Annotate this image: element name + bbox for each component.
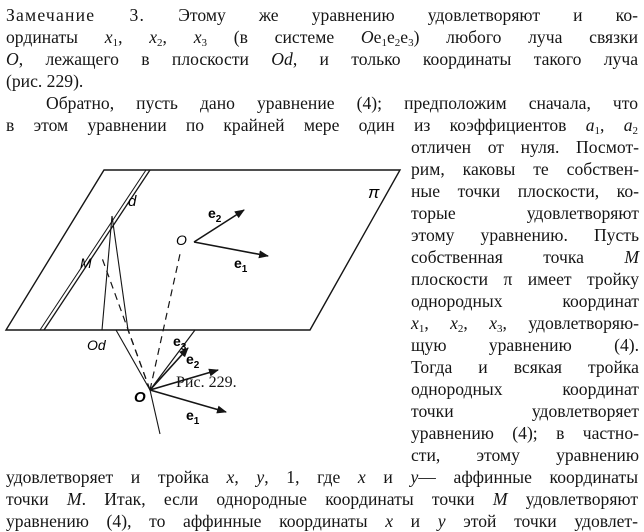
column-line-8: однородных координат [411,291,639,311]
column-line-2: рим, каковы те собствен- [411,159,639,179]
column-line-13: точки удовлетворяет [411,401,639,421]
label-e3: $e_3$ [173,333,187,353]
plane-pi [6,170,400,330]
column-line-1: отличен от нуля. Посмот- [411,137,639,157]
remark-line-2: ординаты $x_1$, $x_2$, $x_3$ (в системе $Oe_1e_2e_3$) любого луча связки [6,27,639,49]
bottom-line-2: точки M. Итак, если однородные координаты точки M удовлетворяют [6,489,639,509]
column-line-4: торые удовлетворяют [411,203,639,223]
remark-line-3: O, лежащего в плоскости Od, и только координаты такого луча [6,49,638,69]
label-o-lower: O [134,389,146,406]
paragraph-2-line-1: Обратно, пусть дано уравнение (4); предположим сначала, что [46,93,638,113]
figure-229 [0,106,410,466]
ray-upper-segment-2 [112,216,128,330]
label-pi: π [368,183,380,202]
label-e2: $e_2$ [186,351,200,371]
column-line-5: этому уравнению. Пусть [411,225,639,245]
column-line-15: сти, этому уравнению [411,445,639,465]
column-line-10: щую уравнению (4). [411,335,639,355]
vector-plane-e1 [194,242,268,256]
paragraph-2-line-2: в этом уравнении по крайней мере один из коэффициентов $a_1$, $a_2$ [6,115,638,137]
ray-om-dashed [102,258,150,390]
remark-label: Замечание 3. [6,5,146,25]
label-plane-e2: $e_2$ [208,205,222,225]
column-line-6: собственная точка M [411,247,639,267]
column-line-11: Тогда и всякая тройка [411,357,639,377]
label-d: d [128,193,137,210]
label-plane-e1: $e_1$ [234,255,248,275]
label-e1: $e_1$ [186,407,200,427]
label-m: M [80,255,92,271]
ray-od-dashed [128,330,150,390]
column-line-12: однородных координат [411,379,639,399]
column-line-3: ные точки плоскости, ко- [411,181,639,201]
remark-line-1: Замечание 3. Этому же уравнению удовлетворяют и ко- [6,5,638,25]
column-line-7: плоскости π имеет тройку [411,269,640,289]
figure-caption: Рис. 229. [176,374,237,391]
label-o-upper: O [176,232,187,248]
label-od: Od [87,337,106,353]
bottom-line-3: уравнению (4), то аффинные координаты x и y этой точки удовлет- [6,511,638,531]
column-line-9: $x_1$, $x_2$, $x_3$, удовлетворяю- [411,313,639,335]
column-line-14: уравнению (4); в частно- [411,423,639,443]
ray-below-2 [150,390,160,434]
ray-below-1 [116,330,150,390]
bottom-line-1: удовлетворяет и тройка x, y, 1, где x и y— аффинные координаты [6,467,639,487]
remark-line-4: (рис. 229). [6,71,84,91]
